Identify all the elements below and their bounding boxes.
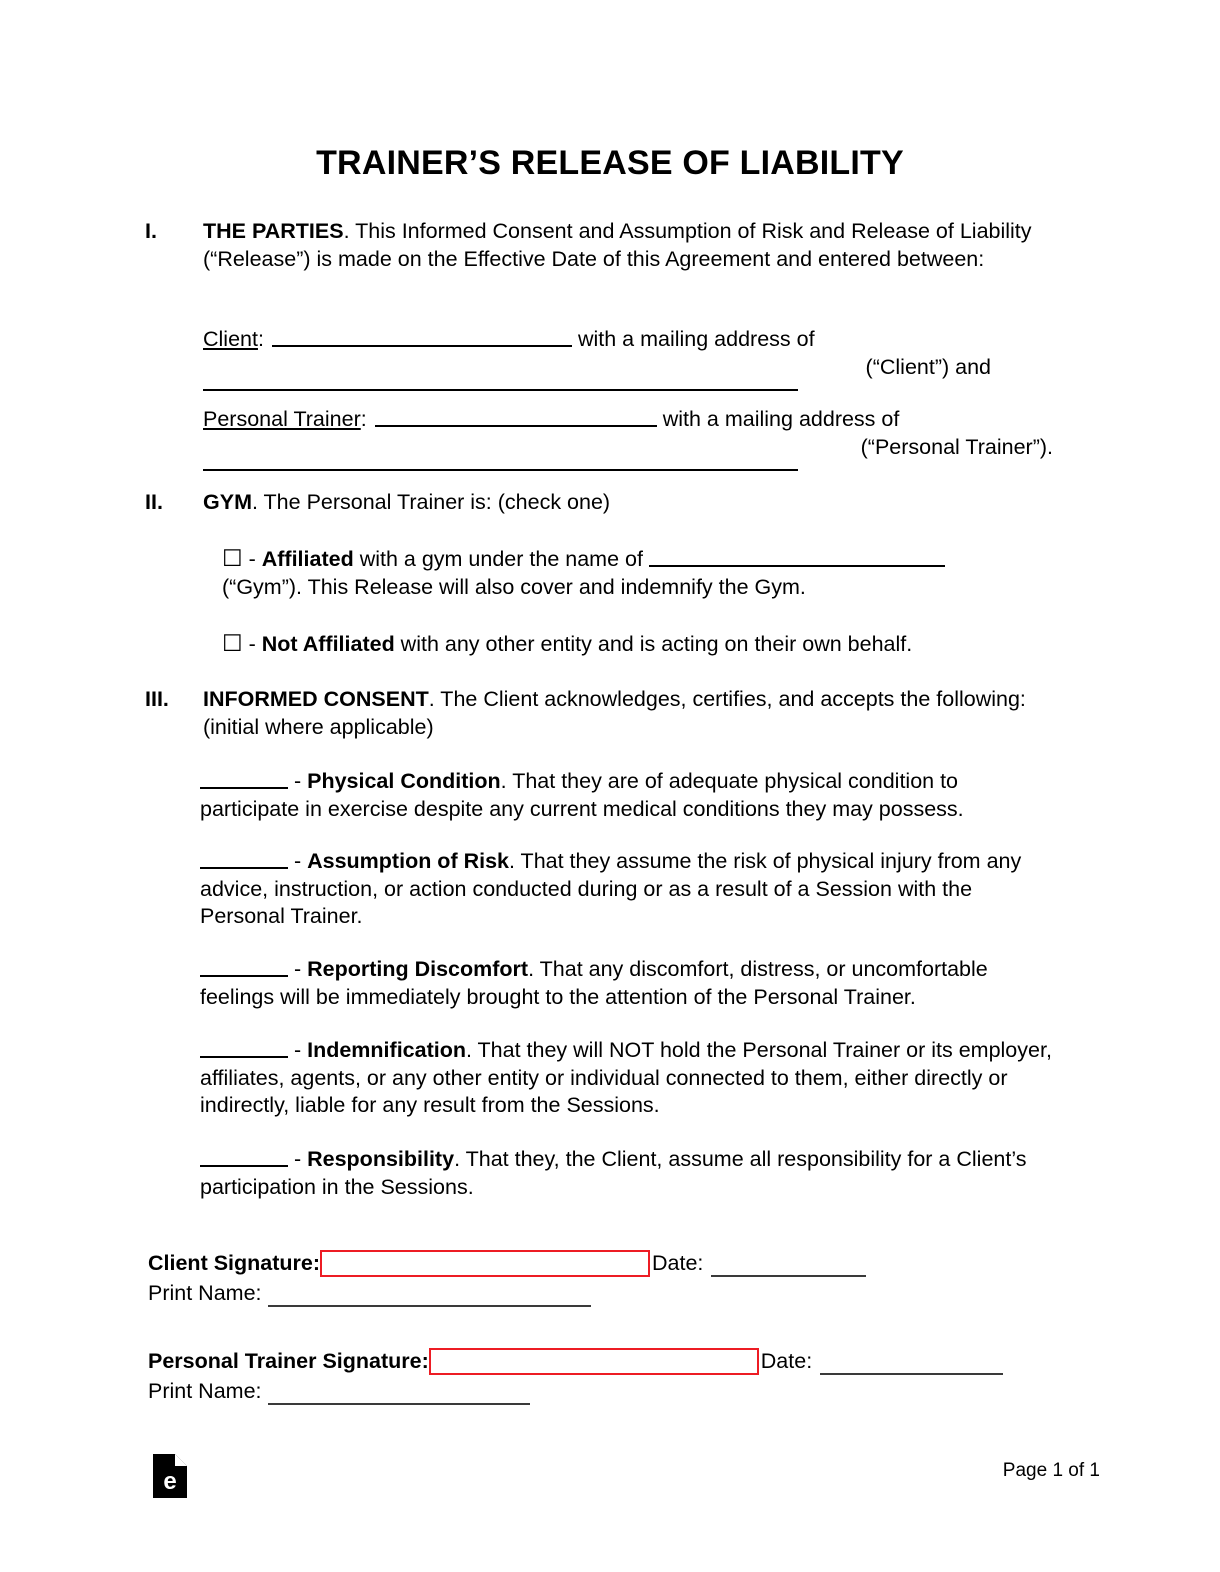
trainer-print-name-label: Print Name:: [148, 1379, 262, 1403]
client-party-field-group: [203, 326, 1053, 384]
gym-name-blank[interactable]: [649, 548, 945, 567]
trainer-signature-label: Personal Trainer Signature:: [148, 1349, 429, 1373]
consent-item-label: Assumption of Risk: [307, 849, 509, 873]
eforms-logo-icon: [153, 1454, 187, 1498]
client-date-label: Date:: [652, 1251, 704, 1275]
trainer-date-label: Date:: [760, 1349, 813, 1373]
consent-item-text: . That any discomfort, distress, or uncomfortable feelings will be immediately brought to the attention of the Personal Trainer.: [200, 957, 988, 1009]
client-colon: :: [257, 327, 264, 351]
consent-item-text: . That they assume the risk of physical injury from any advice, instruction, or action conducted during or as a result of a Session with the Personal Trainer.: [200, 849, 1022, 928]
client-print-name-blank[interactable]: [268, 1285, 591, 1307]
consent-item: [200, 1037, 1053, 1120]
initial-blank-indemnification[interactable]: [200, 1039, 288, 1058]
consent-item: [200, 768, 1053, 823]
consent-item-text: . That they will NOT hold the Personal Trainer or its employer, affiliates, agents, or any other entity or individual connected to them, either directly or indirectly, liable for any result from the Sessions.: [200, 1038, 1052, 1117]
section-heading-gym: GYM: [203, 490, 252, 514]
consent-item-label: Physical Condition: [307, 769, 501, 793]
affiliated-first-line: [222, 546, 1052, 574]
trainer-colon: :: [360, 407, 367, 431]
not-affiliated-line: [222, 631, 1052, 659]
consent-item-label: Reporting Discomfort: [307, 957, 529, 981]
client-signature-field[interactable]: [320, 1250, 650, 1277]
consent-item-dash: -: [288, 769, 308, 793]
not-affiliated-text: with any other entity and is acting on their own behalf.: [394, 632, 913, 656]
consent-item-label: Indemnification: [307, 1038, 466, 1062]
affiliated-second-line: (“Gym”). This Release will also cover and indemnify the Gym.: [222, 574, 806, 599]
consent-item-dash: -: [288, 957, 308, 981]
section-numeral-iii: III.: [145, 687, 169, 711]
trainer-signature-block: [148, 1348, 1068, 1405]
consent-item-text: . That they, the Client, assume all responsibility for a Client’s participation in the Sessions.: [200, 1147, 1027, 1199]
not-affiliated-label: Not Affiliated: [261, 632, 395, 656]
svg-text:e: e: [163, 1468, 177, 1495]
section-informed-consent: [145, 686, 1050, 741]
client-signature-label: Client Signature:: [148, 1251, 321, 1275]
trainer-signature-row: [148, 1348, 1068, 1375]
section-gym: [145, 489, 1050, 517]
section-gym-text: . The Personal Trainer is: (check one): [251, 490, 611, 514]
client-name-blank[interactable]: [272, 328, 572, 347]
gym-option-affiliated[interactable]: [222, 546, 1052, 601]
client-print-name-row: [148, 1280, 1068, 1307]
not-affiliated-dash: -: [242, 632, 262, 656]
consent-item-dash: -: [288, 1147, 308, 1171]
affiliated-dash: -: [242, 547, 262, 571]
client-mailing-text: with a mailing address of: [577, 327, 815, 351]
trainer-address-line: [203, 434, 1053, 464]
consent-item-label: Responsibility: [307, 1147, 455, 1171]
page-title: TRAINER’S RELEASE OF LIABILITY: [316, 144, 904, 182]
client-suffix: (“Client”) and: [865, 354, 991, 379]
client-signature-block: [148, 1250, 1068, 1307]
client-address-blank[interactable]: [203, 372, 798, 391]
consent-item-dash: -: [288, 849, 308, 873]
initial-blank-responsibility[interactable]: [200, 1148, 288, 1167]
client-label: Client: [203, 327, 258, 351]
client-address-line: [203, 354, 1053, 384]
trainer-suffix: (“Personal Trainer”).: [860, 434, 1053, 459]
consent-item: [200, 1146, 1053, 1201]
client-date-blank[interactable]: [711, 1255, 866, 1277]
initial-blank-physical-condition[interactable]: [200, 770, 288, 789]
trainer-party-field-group: [203, 406, 1053, 464]
consent-item: [200, 956, 1053, 1011]
trainer-address-blank[interactable]: [203, 452, 798, 471]
trainer-print-name-row: [148, 1378, 1068, 1405]
trainer-line: [203, 406, 1053, 434]
consent-item: [200, 848, 1053, 931]
trainer-mailing-text: with a mailing address of: [662, 407, 900, 431]
section-heading-the-parties: THE PARTIES: [203, 219, 344, 243]
trainer-label: Personal Trainer: [203, 407, 361, 431]
section-the-parties: [145, 218, 1050, 273]
trainer-name-blank[interactable]: [375, 408, 657, 427]
initial-blank-assumption-of-risk[interactable]: [200, 850, 288, 869]
section-gym-body: [203, 489, 1050, 517]
section-the-parties-body: [203, 218, 1050, 273]
trainer-print-name-blank[interactable]: [268, 1383, 530, 1405]
client-print-name-label: Print Name:: [148, 1281, 262, 1305]
section-numeral-i: I.: [145, 219, 157, 243]
gym-option-not-affiliated[interactable]: [222, 631, 1052, 659]
section-the-parties-text: . This Informed Consent and Assumption of Risk and Release of Liability (“Release”) is made on the Effective Date of this Agreement and entered between:: [203, 219, 1032, 271]
section-informed-consent-body: [203, 686, 1050, 741]
consent-item-dash: -: [288, 1038, 308, 1062]
client-line: [203, 326, 1053, 354]
trainer-date-blank[interactable]: [820, 1353, 1003, 1375]
checkbox-not-affiliated-icon[interactable]: ☐: [222, 630, 243, 656]
affiliated-label: Affiliated: [261, 547, 354, 571]
section-numeral-ii: II.: [145, 490, 163, 514]
section-informed-consent-text: . The Client acknowledges, certifies, and accepts the following: (initial where applicable): [203, 687, 1026, 739]
checkbox-affiliated-icon[interactable]: ☐: [222, 545, 243, 571]
affiliated-text-before-blank: with a gym under the name of: [353, 547, 649, 571]
page-number: Page 1 of 1: [1002, 1460, 1100, 1481]
trainer-signature-field[interactable]: [429, 1348, 759, 1375]
initial-blank-reporting-discomfort[interactable]: [200, 958, 288, 977]
client-signature-row: [148, 1250, 1068, 1277]
consent-item-text: . That they are of adequate physical condition to participate in exercise despite any current medical conditions they may possess.: [200, 769, 964, 821]
section-heading-informed-consent: INFORMED CONSENT: [203, 687, 429, 711]
